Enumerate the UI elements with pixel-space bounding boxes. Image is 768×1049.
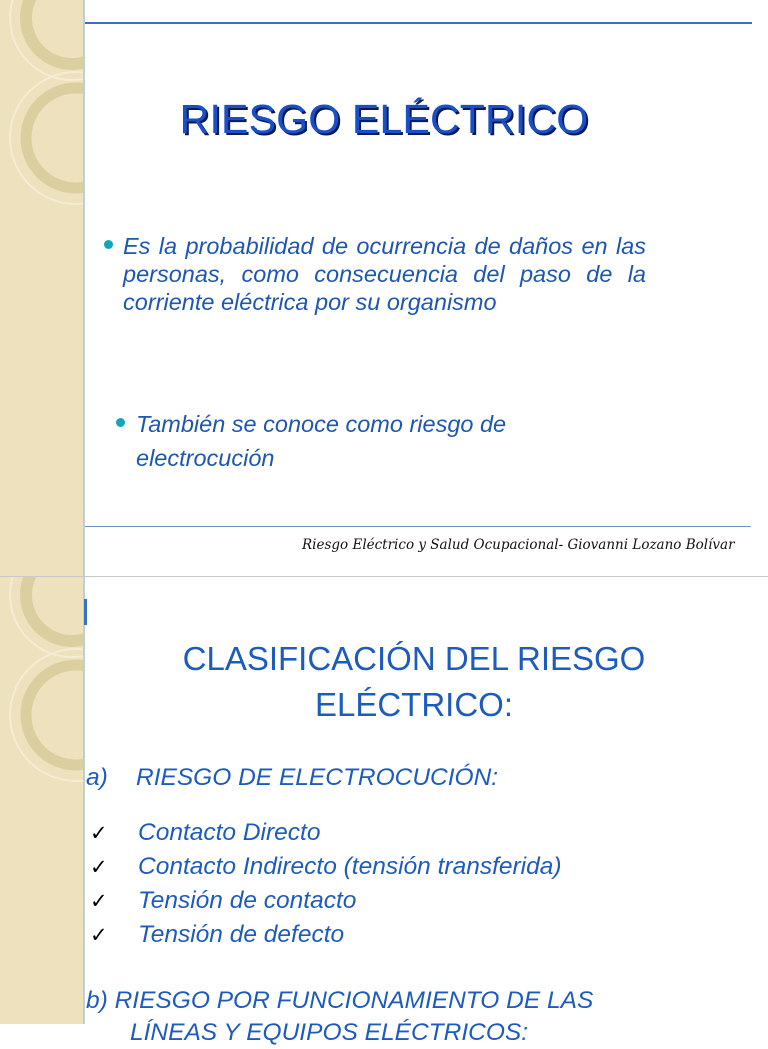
section-b-heading: [86, 985, 766, 1049]
list-item-label: Contacto Indirecto (tensión transferida): [138, 853, 562, 880]
decorative-sidebar: [0, 577, 84, 1024]
slide-2-title: [84, 636, 744, 728]
check-list: [90, 816, 730, 952]
bullet-definition: Es la probabilidad de ocurrencia de daños en las personas, como consecuencia del paso de la corriente eléctrica por su organismo: [123, 233, 646, 315]
list-item-label: Tensión de contacto: [138, 887, 357, 914]
section-a-letter: a): [86, 764, 108, 791]
decorative-circles: [0, 577, 84, 1024]
check-mark-icon: ✓: [90, 855, 108, 879]
list-item: [90, 850, 730, 884]
top-rule-accent: [84, 599, 87, 625]
list-item-label: Tensión de defecto: [138, 921, 345, 948]
slide-footer: Riesgo Eléctrico y Salud Ocupacional- Giovanni Lozano Bolívar: [302, 537, 735, 553]
title-line-2: ELÉCTRICO:: [314, 686, 514, 723]
top-rule: [85, 22, 752, 24]
decorative-sidebar: [0, 0, 84, 576]
check-mark-icon: ✓: [90, 923, 108, 947]
check-mark-icon: ✓: [90, 889, 108, 913]
bullet-also-known: También se conoce como riesgo de electrocución: [136, 411, 507, 471]
decorative-circles: [0, 0, 84, 576]
list-item: [90, 918, 730, 952]
section-b-line-2: LÍNEAS Y EQUIPOS ELÉCTRICOS:: [130, 1019, 529, 1046]
circle-bullet-icon: [104, 240, 113, 249]
list-item: [90, 884, 730, 918]
circle-bullet-icon: [116, 418, 125, 427]
list-item: [90, 816, 730, 850]
section-a-heading: [86, 764, 498, 792]
section-a-text: RIESGO DE ELECTROCUCIÓN:: [136, 764, 499, 791]
sidebar-edge-line: [83, 0, 85, 576]
title-line-1: CLASIFICACIÓN DEL RIESGO: [182, 640, 646, 677]
list-item-label: Contacto Directo: [138, 819, 321, 846]
section-b-line-1: b) RIESGO POR FUNCIONAMIENTO DE LAS: [86, 987, 594, 1014]
bottom-rule: [85, 526, 751, 527]
slide-title: RIESGO ELÉCTRICO: [179, 96, 589, 142]
check-mark-icon: ✓: [90, 821, 108, 845]
